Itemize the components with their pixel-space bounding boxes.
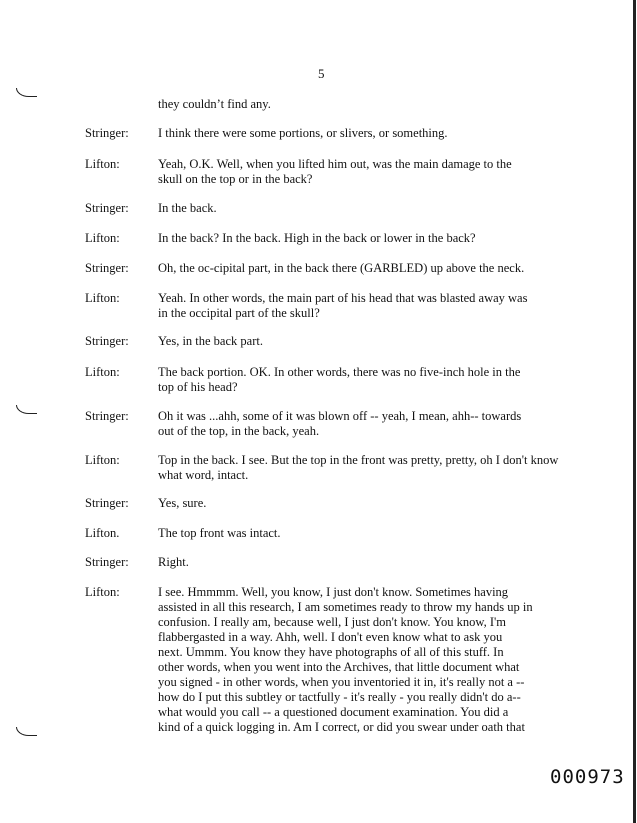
- dialogue-text: Oh it was ...ahh, some of it was blown off -- yeah, I mean, ahh-- towards out of the top, in the back, yeah.: [158, 409, 522, 438]
- speaker-label: Stringer:: [85, 201, 129, 215]
- dialogue-text: The top front was intact.: [158, 526, 281, 540]
- speaker-label: Lifton:: [85, 453, 120, 467]
- speaker-label: Lifton:: [85, 157, 120, 171]
- speaker-label: Lifton:: [85, 291, 120, 305]
- speaker-label: Lifton:: [85, 365, 120, 379]
- dialogue-text: Right.: [158, 555, 189, 569]
- speaker-label: Stringer:: [85, 261, 129, 275]
- dialogue-text: Oh, the oc-cipital part, in the back there (GARBLED) up above the neck.: [158, 261, 525, 275]
- dialogue-text: Yes, in the back part.: [158, 334, 263, 348]
- dialogue-text: Yeah. In other words, the main part of his head that was blasted away was in the occipital part of the skull?: [158, 291, 528, 320]
- speaker-label: Stringer:: [85, 496, 129, 510]
- dialogue-text: I think there were some portions, or slivers, or something.: [158, 126, 448, 140]
- hole-punch-mark: [16, 405, 37, 414]
- hole-punch-mark: [16, 727, 37, 736]
- speaker-label: Stringer:: [85, 334, 129, 348]
- scan-edge: [633, 0, 636, 823]
- speaker-label: Stringer:: [85, 126, 129, 140]
- speaker-label: Lifton:: [85, 231, 120, 245]
- speaker-label: Lifton.: [85, 526, 120, 540]
- speaker-label: Lifton:: [85, 585, 120, 599]
- hole-punch-mark: [16, 88, 37, 97]
- dialogue-text: Top in the back. I see. But the top in the front was pretty, pretty, oh I don't know what word, intact.: [158, 453, 559, 482]
- speaker-label: Stringer:: [85, 409, 129, 423]
- dialogue-text: Yeah, O.K. Well, when you lifted him out, was the main damage to the skull on the top or in the back?: [158, 157, 512, 186]
- dialogue-text: The back portion. OK. In other words, there was no five-inch hole in the top of his head?: [158, 365, 521, 394]
- page-number: 5: [318, 66, 325, 81]
- continuation-line: they couldn’t find any.: [158, 97, 271, 111]
- dialogue-text: I see. Hmmmm. Well, you know, I just don't know. Sometimes having assisted in all this research, I am sometimes ready to throw my hands up in confusion. I really am, because well, I just don't know. You know, I'm flabbergasted in a way. Ahh, well. I don't even know what to ask you next. Ummm. You know they have photographs of all of this stuff. In other words, when you went into the Archives, that little document what you signed - in other words, when you inventoried it in, it's really not a -- how do I put this subtley or tactfully - it's really - you really didn't do a-- what would you call -- a questioned document examination. You did a kind of a quick logging in. Am I correct, or did you swear under oath that: [158, 585, 533, 734]
- dialogue-text: In the back? In the back. High in the back or lower in the back?: [158, 231, 476, 245]
- speaker-label: Stringer:: [85, 555, 129, 569]
- dialogue-text: Yes, sure.: [158, 496, 207, 510]
- document-number-stamp: 000973: [550, 766, 625, 788]
- dialogue-text: In the back.: [158, 201, 217, 215]
